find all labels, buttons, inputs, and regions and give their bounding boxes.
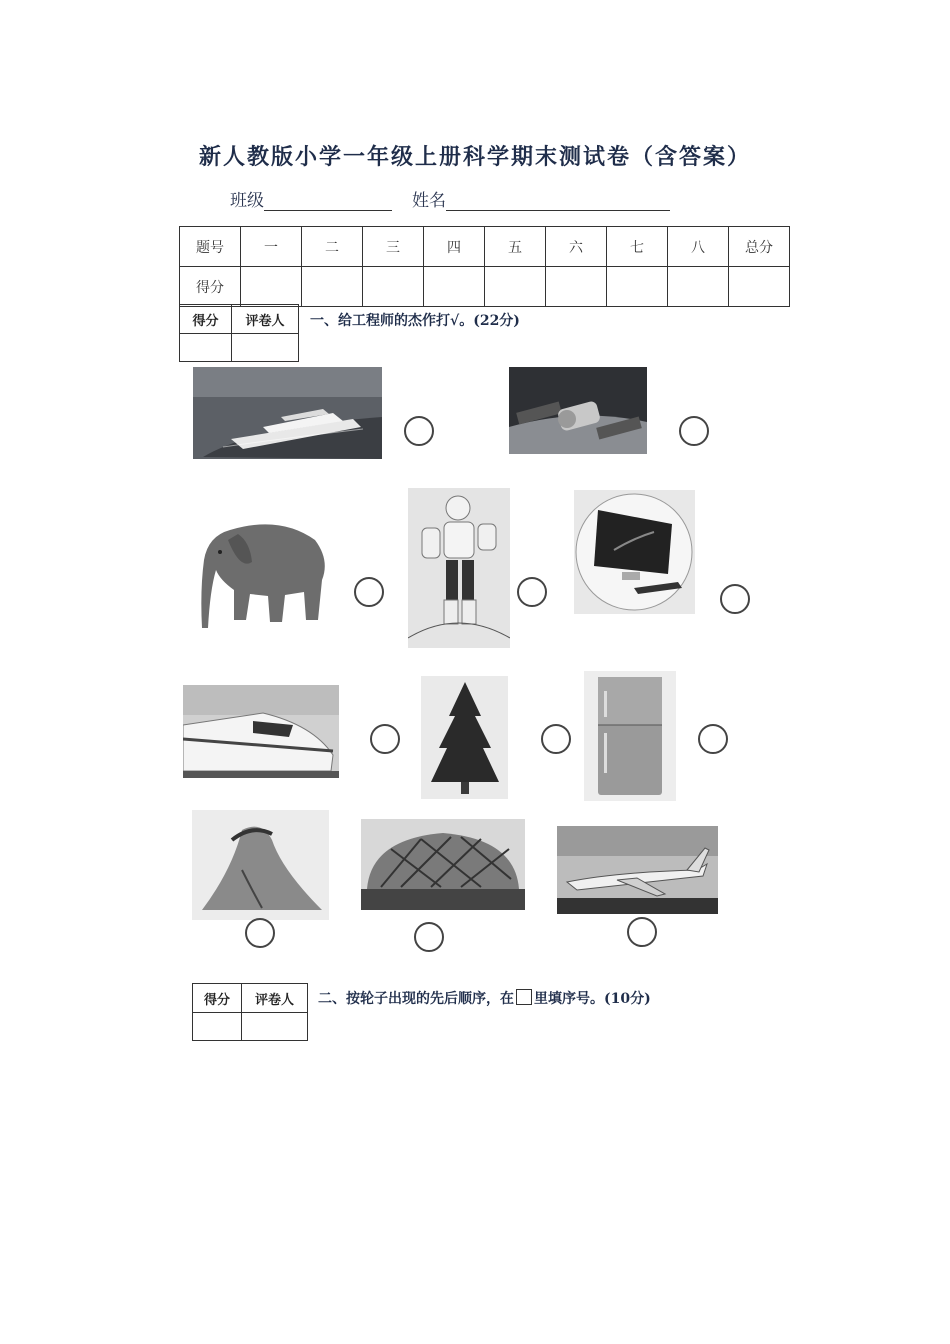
class-label: 班级 <box>230 191 264 211</box>
score-header-cell: 五 <box>485 227 546 267</box>
name-field <box>412 186 670 211</box>
score-header-cell: 六 <box>546 227 607 267</box>
cruise-ship-image <box>193 367 382 459</box>
score-header-cell: 二 <box>302 227 363 267</box>
answer-circle[interactable] <box>627 917 657 947</box>
score-header-cell: 一 <box>241 227 302 267</box>
grader-name-label: 评卷人 <box>242 984 308 1013</box>
answer-circle[interactable] <box>404 416 434 446</box>
answer-circle[interactable] <box>679 416 709 446</box>
answer-circle[interactable] <box>541 724 571 754</box>
score-cell[interactable] <box>668 267 729 307</box>
name-blank <box>446 192 670 211</box>
answer-circle[interactable] <box>354 577 384 607</box>
pine-tree-image <box>421 676 508 799</box>
name-label: 姓名 <box>412 191 446 211</box>
answer-circle[interactable] <box>370 724 400 754</box>
score-cell[interactable] <box>424 267 485 307</box>
score-row-label: 得分 <box>180 267 241 307</box>
score-cell[interactable] <box>485 267 546 307</box>
score-cell[interactable] <box>302 267 363 307</box>
birds-nest-stadium-image <box>361 819 525 910</box>
section1-title: 一、给工程师的杰作打√。(22分) <box>310 313 520 329</box>
score-cell[interactable] <box>607 267 668 307</box>
answer-circle[interactable] <box>698 724 728 754</box>
high-speed-train-image <box>183 685 339 778</box>
score-header-cell: 四 <box>424 227 485 267</box>
grader-box-2 <box>192 983 308 1041</box>
mountain-painting-image <box>192 810 329 920</box>
computer-image <box>574 490 695 614</box>
section2-title <box>318 988 651 1008</box>
section2-title-before: 二、按轮子出现的先后顺序，在 <box>318 991 514 1007</box>
score-cell[interactable] <box>729 267 790 307</box>
score-table-score-row <box>180 267 790 307</box>
airplane-image <box>557 826 718 914</box>
answer-circle[interactable] <box>517 577 547 607</box>
score-table-header-row <box>180 227 790 267</box>
score-header-cell: 三 <box>363 227 424 267</box>
grader-name-label: 评卷人 <box>232 305 299 334</box>
score-cell[interactable] <box>363 267 424 307</box>
space-station-image <box>509 367 647 454</box>
score-cell[interactable] <box>546 267 607 307</box>
robot-image <box>408 488 510 648</box>
answer-circle[interactable] <box>414 922 444 952</box>
section2-title-after: 里填序号。(10分) <box>534 991 651 1007</box>
class-field <box>230 186 392 211</box>
grader-box-1 <box>179 304 299 362</box>
grader-name-cell[interactable] <box>242 1013 308 1041</box>
grader-score-label: 得分 <box>180 305 232 334</box>
grader-score-label: 得分 <box>193 984 242 1013</box>
refrigerator-image <box>584 671 676 801</box>
score-header-cell: 八 <box>668 227 729 267</box>
class-blank <box>264 192 392 211</box>
score-header-cell: 七 <box>607 227 668 267</box>
score-header-cell: 题号 <box>180 227 241 267</box>
grader-name-cell[interactable] <box>232 334 299 362</box>
score-table <box>179 226 790 307</box>
answer-circle[interactable] <box>720 584 750 614</box>
score-cell[interactable] <box>241 267 302 307</box>
grader-score-cell[interactable] <box>193 1013 242 1041</box>
answer-box-icon <box>516 989 532 1005</box>
page-title: 新人教版小学一年级上册科学期末测试卷（含答案） <box>198 144 751 170</box>
score-header-cell: 总分 <box>729 227 790 267</box>
elephant-image <box>190 510 330 640</box>
grader-score-cell[interactable] <box>180 334 232 362</box>
answer-circle[interactable] <box>245 918 275 948</box>
